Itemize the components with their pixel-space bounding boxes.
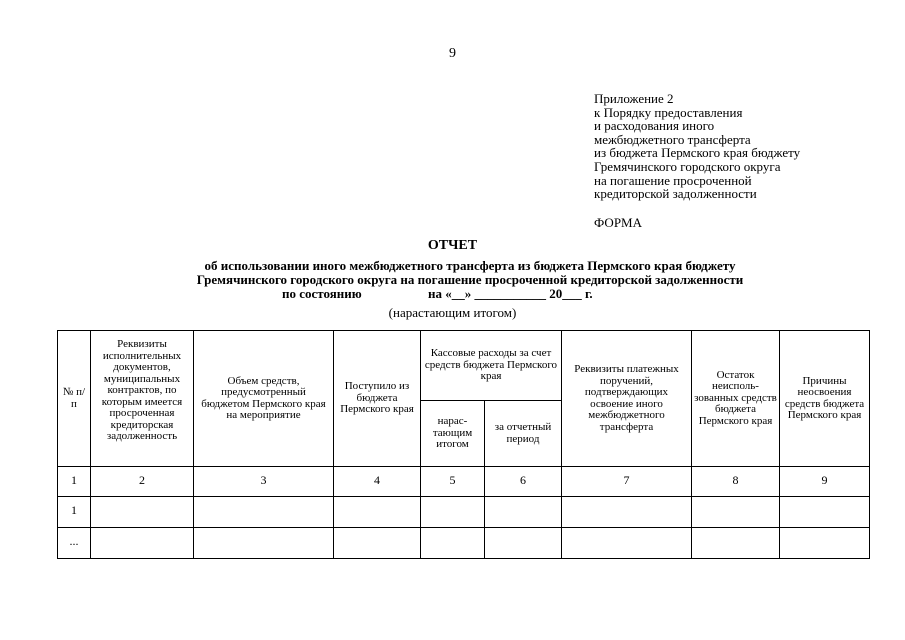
appendix-line: к Порядку предоставления [594, 104, 743, 120]
header-payment-orders: Реквизиты платежных поручений, подтверждающих освоение иного межбюджетного трансферта [562, 331, 692, 467]
appendix-line: и расходования иного [594, 118, 715, 134]
table-cell [562, 528, 692, 559]
column-number: 9 [780, 467, 870, 497]
table-cell [334, 528, 421, 559]
column-number: 6 [485, 467, 562, 497]
table-cell [194, 528, 334, 559]
appendix-block [594, 92, 800, 201]
header-cash-expenses: Кассовые расходы за счет средств бюджета Пермского края [421, 331, 562, 401]
table-cell [485, 528, 562, 559]
header-planned-volume: Объем средств, предусмотренный бюджетом Пермского края на мероприятие [194, 331, 334, 467]
subtitle-line: Гремячинского городского округа на погашение просроченной кредиторской задолженности [196, 271, 744, 287]
report-title: ОТЧЕТ [427, 238, 478, 253]
table-cell [91, 528, 194, 559]
appendix-line: Гремячинского городского округа [594, 158, 781, 174]
header-received: Поступило из бюджета Пермского края [334, 331, 421, 467]
column-number: 8 [692, 467, 780, 497]
column-numbers-row [58, 467, 870, 497]
table-row [58, 497, 870, 528]
table-cell [334, 497, 421, 528]
table-cell [91, 497, 194, 528]
column-number: 5 [421, 467, 485, 497]
report-subtitle [100, 259, 840, 286]
header-num: № п/п [58, 331, 91, 467]
header-documents: Реквизиты исполнительных документов, муниципальных контрактов, по которым имеется просроченная кредиторская задолженность [91, 331, 194, 467]
table-cell [780, 528, 870, 559]
table-cell [421, 497, 485, 528]
table-cell [692, 497, 780, 528]
as-of-date: на «__» ___________ 20___ г. [428, 286, 593, 301]
table-cell: 1 [58, 497, 91, 528]
header-reporting-period: за отчетный период [485, 401, 562, 467]
appendix-line: из бюджета Пермского края бюджету [594, 145, 801, 161]
cumulative-note: (нарастающим итогом) [388, 305, 517, 320]
appendix-line: межбюджетного трансферта [594, 131, 751, 147]
table-cell [421, 528, 485, 559]
table-cell [780, 497, 870, 528]
appendix-line: Приложение 2 [594, 91, 674, 106]
header-cumulative: нарас-тающим итогом [421, 401, 485, 467]
column-number: 2 [91, 467, 194, 497]
subtitle-line: об использовании иного межбюджетного трансферта из бюджета Пермского края бюджету [204, 258, 736, 273]
table-row [58, 528, 870, 559]
form-label: ФОРМА [594, 215, 642, 230]
header-unused-balance: Остаток неисполь-зованных средств бюджета Пермского края [692, 331, 780, 467]
table-cell [562, 497, 692, 528]
table-cell [485, 497, 562, 528]
appendix-line: на погашение просроченной [594, 172, 752, 188]
as-of-line [282, 286, 593, 302]
appendix-line: кредиторской задолженности [594, 186, 757, 202]
page-number: 9 [449, 46, 456, 61]
table-cell [692, 528, 780, 559]
column-number: 7 [562, 467, 692, 497]
header-row [58, 331, 870, 401]
column-number: 1 [58, 467, 91, 497]
column-number: 3 [194, 467, 334, 497]
table-cell [194, 497, 334, 528]
table-cell: ... [58, 528, 91, 559]
column-number: 4 [334, 467, 421, 497]
as-of-label: по состоянию [282, 286, 362, 301]
report-table [57, 330, 870, 559]
header-reasons: Причины неосвоения средств бюджета Пермского края [780, 331, 870, 467]
